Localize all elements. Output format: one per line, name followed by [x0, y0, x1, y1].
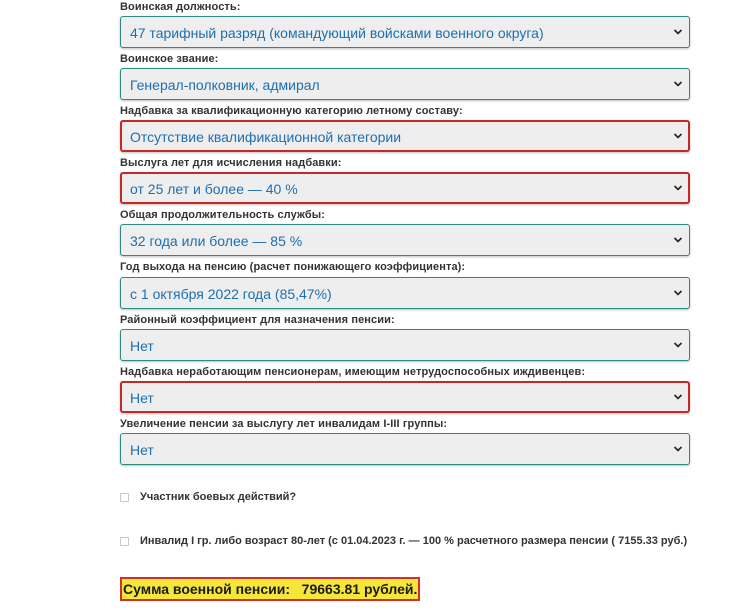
field-label: Воинское звание: [120, 53, 219, 65]
field-regional-coefficient [120, 313, 690, 365]
total-service-select[interactable] [120, 224, 690, 256]
field-label: Надбавка неработающим пенсионерам, имеющим нетрудоспособных иждивенцев: [120, 366, 586, 378]
select-value: 32 года или более — 85 % [130, 233, 303, 249]
disabled-80-row [120, 535, 687, 547]
military-position-select[interactable] [120, 16, 690, 48]
select-value: от 25 лет и более — 40 % [130, 181, 298, 197]
chevron-down-icon [673, 79, 683, 89]
result-label: Сумма военной пенсии: [123, 581, 290, 597]
pension-calculator-form [120, 0, 690, 469]
dependents-bonus-select[interactable] [120, 381, 690, 413]
result-amount: 79663.81 [301, 581, 361, 597]
field-label: Надбавка за квалификационную категорию летному составу: [120, 105, 463, 117]
disability-increase-select[interactable] [120, 433, 690, 465]
disabled-80-checkbox[interactable] [120, 537, 129, 546]
select-value: Нет [130, 338, 154, 354]
field-total-service [120, 208, 690, 260]
seniority-bonus-select[interactable] [120, 172, 690, 204]
field-dependents-bonus [120, 365, 690, 417]
pension-result [120, 577, 420, 601]
select-value: Нет [130, 390, 154, 406]
chevron-down-icon [673, 340, 683, 350]
chevron-down-icon [673, 288, 683, 298]
chevron-down-icon [673, 183, 683, 193]
result-unit: рублей. [363, 581, 418, 597]
combat-veteran-row [120, 491, 296, 503]
select-value: Нет [130, 442, 154, 458]
combat-veteran-checkbox[interactable] [120, 493, 129, 502]
field-qualification-bonus [120, 104, 690, 156]
select-value: с 1 октября 2022 года (85,47%) [130, 286, 332, 302]
qualification-category-select[interactable] [120, 120, 690, 152]
field-label: Выслуга лет для исчисления надбавки: [120, 157, 342, 169]
chevron-down-icon [673, 392, 683, 402]
chevron-down-icon [673, 27, 683, 37]
field-seniority-bonus [120, 156, 690, 208]
disabled-80-label: Инвалид I гр. либо возраст 80-лет (с 01.04.2023 г. — 100 % расчетного размера пенсии ( 7155.33 руб.) [140, 535, 688, 547]
field-label: Воинская должность: [120, 1, 241, 13]
field-label: Год выхода на пенсию (расчет понижающего коэффициента): [120, 261, 466, 273]
field-retirement-year [120, 260, 690, 313]
chevron-down-icon [673, 131, 683, 141]
military-rank-select[interactable] [120, 68, 690, 100]
select-value: Отсутствие квалификационной категории [130, 129, 402, 145]
retirement-year-select[interactable] [120, 277, 690, 309]
field-military-rank [120, 52, 690, 104]
combat-veteran-label: Участник боевых действий? [140, 491, 297, 503]
field-military-position [120, 0, 690, 52]
chevron-down-icon [673, 444, 683, 454]
field-label: Общая продолжительность службы: [120, 209, 326, 221]
select-value: 47 тарифный разряд (командующий войсками военного округа) [130, 25, 544, 41]
field-label: Районный коэффициент для назначения пенсии: [120, 314, 395, 326]
regional-coefficient-select[interactable] [120, 329, 690, 361]
field-disability-increase [120, 417, 690, 469]
chevron-down-icon [673, 235, 683, 245]
field-label: Увеличение пенсии за выслугу лет инвалидам I-III группы: [120, 418, 448, 430]
select-value: Генерал-полковник, адмирал [130, 77, 320, 93]
